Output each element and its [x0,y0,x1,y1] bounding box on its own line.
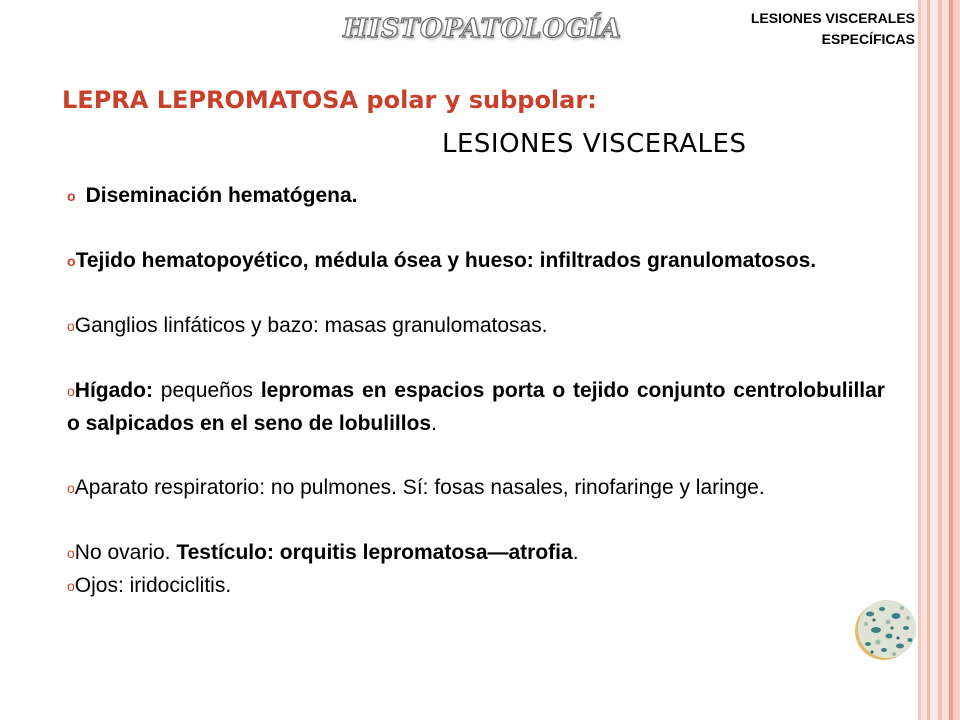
bullet-item [67,375,885,440]
bullet-text: pequeños [152,379,261,402]
bullet-item [67,537,885,570]
bullet-bold-text: Hígado: [74,379,153,402]
bullet-marker: o [67,480,75,496]
corner-label-line1: LESIONES VISCERALES [750,10,915,26]
bullet-item [67,310,885,343]
bullet-marker: o [67,545,75,561]
bullet-marker: o [67,318,75,334]
bullet-text: Tejido hematopoyético, médula ósea y hueso: infiltrados granulomatosos. [75,249,817,272]
bullet-bold-text: lepromas en espacios porta o tejido conjunto centrolobulillar o salpicados en el seno de lobulillos [67,379,885,435]
bullet-text: Ojos: iridociclitis. [74,574,232,597]
bullet-item [67,570,885,603]
bullet-item [67,180,885,213]
bullet-list [67,180,885,603]
bullet-text: Diseminación hematógena. [85,184,358,207]
slide-title: LEPRA LEPROMATOSA polar y subpolar: [62,86,597,114]
header-title: HISTOPATOLOGÍA [343,14,622,44]
decorative-side-stripes [918,0,960,720]
micrograph-illustration [858,600,916,658]
bullet-marker: o [67,578,75,594]
corner-section-label [751,8,915,50]
bullet-item [67,472,885,505]
bullet-text: No ovario. [74,541,177,564]
bullet-marker: o [67,253,76,269]
micrograph-image [858,600,916,658]
bullet-marker: o [67,188,76,204]
bullet-text: Aparato respiratorio: no pulmones. Sí: fosas nasales, rinofaringe y laringe. [74,476,765,499]
slide-subtitle: LESIONES VISCERALES [442,129,747,159]
bullet-text: . [572,541,579,564]
bullet-bold-text: Testículo: orquitis lepromatosa—atrofia [176,541,573,564]
bullet-text: Ganglios linfáticos y bazo: masas granulomatosas. [74,314,548,337]
bullet-text: . [431,412,437,435]
bullet-item [67,245,885,278]
bullet-marker: o [67,383,75,399]
corner-label-line2: ESPECÍFICAS [821,31,915,47]
